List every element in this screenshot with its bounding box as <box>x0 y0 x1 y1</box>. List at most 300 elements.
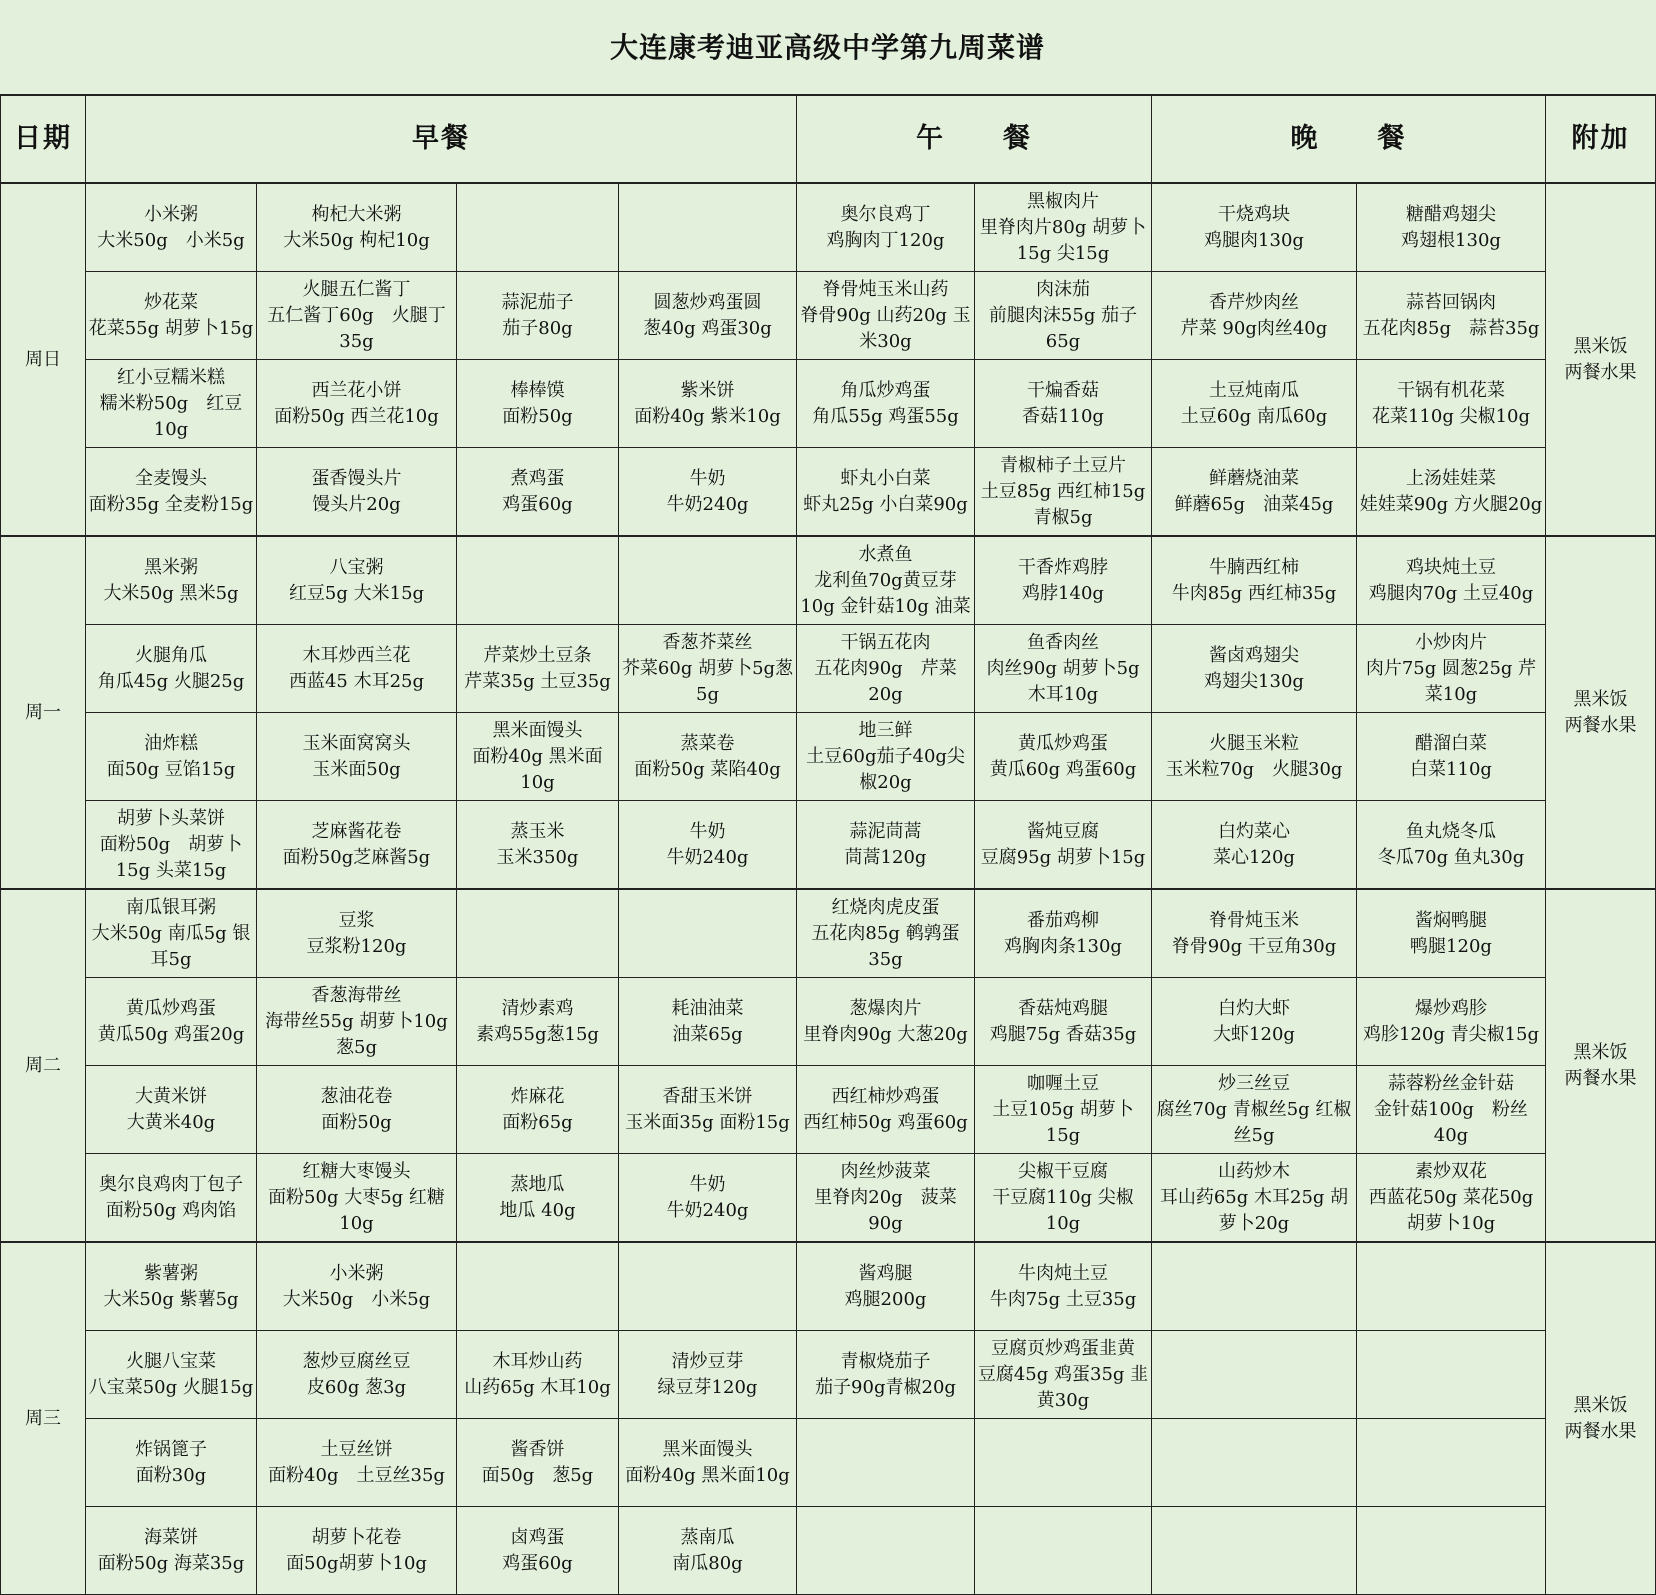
dish-cell <box>619 1419 797 1507</box>
dish-cell <box>619 978 797 1066</box>
menu-row <box>1 183 1656 272</box>
dish-cell <box>86 625 257 713</box>
dish-cell <box>1152 801 1357 890</box>
dish-name: 红烧肉虎皮蛋 <box>831 896 940 918</box>
dish-content <box>977 996 1149 1048</box>
dish-ingredients: 玉米350g <box>496 846 579 868</box>
dish-name: 香甜玉米饼 <box>662 1085 753 1107</box>
dish-name: 蒜苔回锅肉 <box>1406 291 1496 313</box>
dish-content <box>621 819 794 871</box>
dish-cell <box>1152 272 1357 360</box>
dish-ingredients: 鸡腿肉70g 土豆40g <box>1368 582 1534 604</box>
dish-ingredients: 面粉50g 大枣5g 红糖10g <box>268 1186 445 1234</box>
dish-name: 小米粥 <box>329 1262 384 1284</box>
dish-content <box>1359 819 1543 871</box>
dish-cell <box>457 713 619 801</box>
dish-ingredients: 大黄米40g <box>126 1111 216 1133</box>
dish-content <box>977 453 1164 531</box>
dish-content <box>88 1084 254 1136</box>
extra-item: 两餐水果 <box>1564 1420 1637 1442</box>
dish-cell <box>1152 1331 1357 1419</box>
dish-ingredients: 大米50g 小米5g <box>282 1288 431 1310</box>
dish-ingredients: 大米50g 黑米5g <box>103 582 239 604</box>
dish-cell <box>257 536 457 625</box>
dish-cell <box>797 801 975 890</box>
dish-content <box>259 643 454 695</box>
dish-content <box>977 189 1149 267</box>
dish-cell <box>457 183 619 272</box>
dish-cell <box>797 1242 975 1331</box>
dish-cell <box>86 1154 257 1243</box>
dish-name: 油炸糕 <box>144 732 198 754</box>
dish-cell <box>257 1154 457 1243</box>
dish-name: 香葱海带丝 <box>311 984 402 1006</box>
dish-content <box>799 1159 972 1237</box>
dish-content <box>1359 555 1543 607</box>
dish-cell <box>1152 1419 1357 1507</box>
dish-name: 南瓜银耳粥 <box>126 896 216 918</box>
dish-cell <box>975 625 1152 713</box>
dish-cell <box>797 1419 975 1507</box>
dish-ingredients: 鸡蛋60g <box>502 493 573 515</box>
dish-name: 酱鸡腿 <box>858 1262 913 1284</box>
menu-row <box>1 713 1656 801</box>
dish-content <box>459 1437 616 1489</box>
dish-name: 酱炖豆腐 <box>1027 820 1099 842</box>
dish-cell <box>619 625 797 713</box>
dish-content <box>977 1261 1149 1313</box>
dish-cell <box>1152 448 1357 537</box>
dish-cell <box>1152 978 1357 1066</box>
dish-name: 胡萝卜头菜饼 <box>117 807 225 829</box>
dish-name: 棒棒馍 <box>510 379 565 401</box>
dish-content <box>1154 378 1354 430</box>
dish-cell <box>1152 360 1357 448</box>
dish-ingredients: 里脊肉片80g 胡萝卜15g 尖15g <box>979 216 1147 264</box>
dish-content <box>259 1437 454 1489</box>
dish-cell <box>86 360 257 448</box>
dish-cell <box>1357 272 1546 360</box>
dish-name: 火腿八宝菜 <box>126 1350 216 1372</box>
dish-name: 炸锅篦子 <box>135 1438 207 1460</box>
dish-name: 黑米面馒头 <box>662 1438 753 1460</box>
dish-content <box>1359 731 1543 783</box>
dish-ingredients: 大米50g 小米5g <box>97 229 245 251</box>
dish-ingredients: 大米50g 南瓜5g 银耳5g <box>91 922 251 970</box>
dish-ingredients: 面粉50g 西兰花10g <box>274 405 439 427</box>
dish-ingredients: 油菜65g <box>672 1023 743 1045</box>
dish-ingredients: 芹菜35g 土豆35g <box>464 670 611 692</box>
dish-cell <box>975 1154 1152 1243</box>
dish-content <box>977 1071 1149 1149</box>
dish-content <box>621 378 794 430</box>
dish-name: 牛腩西红柿 <box>1209 556 1299 578</box>
dish-content <box>1359 290 1543 342</box>
dish-ingredients: 豆腐95g 胡萝卜15g <box>980 846 1146 868</box>
dish-name: 角瓜炒鸡蛋 <box>840 379 931 401</box>
dish-ingredients: 豆浆粉120g <box>306 935 407 957</box>
dish-content <box>459 718 616 796</box>
dish-cell <box>86 1419 257 1507</box>
dish-content <box>1359 466 1543 518</box>
dish-name: 奥尔良鸡丁 <box>840 203 931 225</box>
dish-name: 素炒双花 <box>1415 1160 1487 1182</box>
menu-row <box>1 889 1656 978</box>
dish-cell <box>1357 978 1546 1066</box>
dish-content <box>259 908 454 960</box>
dish-cell <box>797 536 975 625</box>
dish-ingredients: 牛奶240g <box>666 493 749 515</box>
dish-cell <box>86 1242 257 1331</box>
dish-cell <box>457 978 619 1066</box>
dish-content <box>799 1349 972 1401</box>
dish-cell <box>797 625 975 713</box>
dish-ingredients: 鸡胗120g 青尖椒15g <box>1362 1023 1540 1045</box>
dish-content <box>259 555 454 607</box>
dish-ingredients: 面粉40g 土豆丝35g <box>268 1464 445 1486</box>
dish-ingredients: 脊骨90g 山药20g 玉米30g <box>800 304 971 352</box>
dish-ingredients: 面粉50g芝麻酱5g <box>282 846 431 868</box>
extra-cell <box>1546 536 1656 889</box>
dish-content <box>1359 908 1543 960</box>
dish-name: 玉米面窝窝头 <box>302 732 411 754</box>
dish-ingredients: 虾丸25g 小白菜90g <box>803 493 968 515</box>
dish-cell <box>619 1154 797 1243</box>
dish-ingredients: 面50g 葱5g <box>481 1464 594 1486</box>
day-label: 周一 <box>1 536 86 889</box>
dish-cell <box>1357 1066 1546 1154</box>
dish-content <box>977 378 1149 430</box>
dish-name: 青椒烧茄子 <box>840 1350 931 1372</box>
dish-ingredients: 豆腐45g 鸡蛋35g 韭黄30g <box>977 1363 1149 1411</box>
dish-ingredients: 芹菜 90g肉丝40g <box>1180 317 1328 339</box>
extra-item: 黑米饭 <box>1573 1394 1628 1416</box>
dish-ingredients: 香菇110g <box>1022 405 1104 427</box>
dish-cell <box>797 183 975 272</box>
dish-cell <box>257 801 457 890</box>
dish-ingredients: 角瓜55g 鸡蛋55g <box>812 405 959 427</box>
dish-content <box>1359 630 1543 708</box>
dish-ingredients: 角瓜45g 火腿25g <box>97 670 245 692</box>
dish-cell <box>975 713 1152 801</box>
dish-name: 酱焖鸭腿 <box>1415 909 1487 931</box>
dish-ingredients: 绿豆芽120g <box>657 1376 758 1398</box>
dish-ingredients: 黄瓜50g 鸡蛋20g <box>97 1023 245 1045</box>
dish-name: 小炒肉片 <box>1415 631 1487 653</box>
dish-name: 牛奶 <box>689 1173 726 1195</box>
dish-cell <box>1357 889 1546 978</box>
dish-name: 酱卤鸡翅尖 <box>1209 644 1299 666</box>
dish-name: 番茄鸡柳 <box>1027 909 1099 931</box>
dish-content <box>1154 1071 1354 1149</box>
dish-cell <box>975 536 1152 625</box>
dish-content <box>88 1525 254 1577</box>
dish-content <box>259 378 454 430</box>
dish-content <box>88 895 254 973</box>
dish-ingredients: 牛肉75g 土豆35g <box>989 1288 1137 1310</box>
dish-cell <box>457 1507 619 1595</box>
dish-cell <box>797 978 975 1066</box>
dish-ingredients: 菜心120g <box>1213 846 1295 868</box>
dish-name: 土豆丝饼 <box>320 1438 393 1460</box>
menu-row <box>1 625 1656 713</box>
dish-ingredients: 面粉50g <box>321 1111 392 1133</box>
dish-content <box>88 996 254 1048</box>
dish-ingredients: 大米50g 枸杞10g <box>283 229 430 251</box>
dish-ingredients: 茼蒿120g <box>844 846 927 868</box>
dish-content <box>459 643 616 695</box>
dish-cell <box>1152 1507 1357 1595</box>
dish-name: 豆腐页炒鸡蛋韭黄 <box>991 1337 1135 1359</box>
dish-content <box>88 365 254 443</box>
dish-name: 炒花菜 <box>144 291 198 313</box>
dish-ingredients: 面粉40g 紫米10g <box>634 405 781 427</box>
dish-ingredients: 红豆5g 大米15g <box>288 582 425 604</box>
dish-ingredients: 地瓜 40g <box>499 1199 576 1221</box>
dish-ingredients: 面粉35g 全麦粉15g <box>88 493 254 515</box>
dish-ingredients: 花菜110g 尖椒10g <box>1371 405 1531 427</box>
dish-content <box>88 290 254 342</box>
dish-cell <box>619 183 797 272</box>
dish-cell <box>619 360 797 448</box>
dish-content <box>977 1159 1149 1237</box>
dish-cell <box>257 360 457 448</box>
dish-ingredients: 玉米面35g 面粉15g <box>625 1111 790 1133</box>
dish-cell <box>797 448 975 537</box>
dish-content <box>259 1525 454 1577</box>
dish-content <box>621 1525 794 1577</box>
dish-name: 黄瓜炒鸡蛋 <box>1018 732 1108 754</box>
dish-ingredients: 皮60g 葱3g <box>306 1376 407 1398</box>
dish-ingredients: 面粉40g 黑米面10g <box>472 745 603 793</box>
dish-ingredients: 面粉50g 菜陷40g <box>634 758 781 780</box>
dish-content <box>1154 290 1354 342</box>
dish-name: 蒜泥茼蒿 <box>849 820 922 842</box>
dish-name: 八宝粥 <box>329 556 384 578</box>
dish-content <box>259 1084 454 1136</box>
dish-cell <box>1357 536 1546 625</box>
menu-row <box>1 801 1656 890</box>
day-label: 周二 <box>1 889 86 1242</box>
dish-cell <box>86 889 257 978</box>
dish-cell <box>797 272 975 360</box>
dish-content <box>799 630 972 708</box>
dish-content <box>1154 819 1354 871</box>
dish-name: 尖椒干豆腐 <box>1018 1160 1108 1182</box>
dish-ingredients: 耳山药65g 木耳25g 胡萝卜20g <box>1159 1186 1349 1234</box>
dish-ingredients: 南瓜80g <box>672 1552 743 1574</box>
extra-item: 两餐水果 <box>1564 1067 1637 1089</box>
dish-content <box>1154 1159 1354 1237</box>
dish-content <box>1359 202 1543 254</box>
dish-name: 醋溜白菜 <box>1415 732 1487 754</box>
dish-ingredients: 土豆60g 南瓜60g <box>1180 405 1328 427</box>
dish-name: 葱爆肉片 <box>849 997 922 1019</box>
dish-name: 葱油花卷 <box>320 1085 393 1107</box>
dish-content <box>799 466 972 518</box>
dish-cell <box>457 1154 619 1243</box>
dish-content <box>799 895 972 973</box>
dish-name: 黑米面馒头 <box>492 719 583 741</box>
dish-name: 枸杞大米粥 <box>311 203 402 225</box>
dish-ingredients: 冬瓜70g 鱼丸30g <box>1377 846 1525 868</box>
dish-name: 火腿五仁酱丁 <box>302 278 411 300</box>
dish-name: 蒸菜卷 <box>680 732 735 754</box>
dish-name: 蒜蓉粉丝金针菇 <box>1388 1072 1514 1094</box>
dish-name: 奥尔良鸡肉丁包子 <box>99 1173 243 1195</box>
dish-name: 火腿角瓜 <box>135 644 207 666</box>
dish-content <box>621 466 794 518</box>
dish-content <box>88 555 254 607</box>
dish-ingredients: 娃娃菜90g 方火腿20g <box>1359 493 1543 515</box>
dish-name: 干锅有机花菜 <box>1397 379 1505 401</box>
dish-cell <box>86 978 257 1066</box>
dish-name: 香葱芥菜丝 <box>662 631 753 653</box>
dish-cell <box>86 713 257 801</box>
dish-ingredients: 面50g 豆馅15g <box>106 758 236 780</box>
dish-content <box>977 731 1149 783</box>
dish-ingredients: 鸡腿肉130g <box>1204 229 1304 251</box>
dish-ingredients: 面粉40g 黑米面10g <box>625 1464 790 1486</box>
dish-cell <box>975 1419 1152 1507</box>
dish-content <box>88 806 254 884</box>
dish-cell <box>1357 625 1546 713</box>
dish-name: 鱼丸烧冬瓜 <box>1406 820 1496 842</box>
dish-cell <box>797 889 975 978</box>
dish-content <box>88 466 254 518</box>
dish-cell <box>257 1507 457 1595</box>
dish-content <box>799 378 972 430</box>
dish-content <box>977 819 1149 871</box>
dish-name: 脊骨炖玉米 <box>1209 909 1299 931</box>
dish-ingredients: 五仁酱丁60g 火腿丁35g <box>267 304 446 352</box>
dish-content <box>1154 908 1354 960</box>
dish-name: 香菇炖鸡腿 <box>1018 997 1108 1019</box>
dish-content <box>1154 466 1354 518</box>
dish-content <box>977 908 1149 960</box>
dish-ingredients: 土豆85g 西红柿15g 青椒5g <box>980 480 1164 528</box>
dish-ingredients: 土豆105g 胡萝卜15g <box>992 1098 1134 1146</box>
dish-name: 蒜泥茄子 <box>501 291 574 313</box>
dish-ingredients: 里脊肉20g 菠菜90g <box>814 1186 957 1234</box>
dish-name: 卤鸡蛋 <box>510 1526 565 1548</box>
dish-cell <box>1152 1066 1357 1154</box>
day-label: 周三 <box>1 1242 86 1595</box>
menu-row <box>1 978 1656 1066</box>
dish-content <box>459 1525 616 1577</box>
dish-ingredients: 鸡胸肉条130g <box>1004 935 1122 957</box>
extra-cell <box>1546 889 1656 1242</box>
dish-cell <box>619 536 797 625</box>
dish-cell <box>1357 713 1546 801</box>
dish-name: 鱼香肉丝 <box>1027 631 1099 653</box>
dish-cell <box>975 1331 1152 1419</box>
dish-cell <box>975 1066 1152 1154</box>
dish-name: 上汤娃娃菜 <box>1406 467 1496 489</box>
menu-row <box>1 1154 1656 1243</box>
dish-name: 牛奶 <box>689 820 726 842</box>
dish-content <box>459 819 616 871</box>
dish-ingredients: 大米50g 紫薯5g <box>103 1288 239 1310</box>
dish-name: 脊骨炖玉米山药 <box>822 278 949 300</box>
header-dinner: 晚 餐 <box>1152 95 1546 183</box>
dish-ingredients: 里脊肉90g 大葱20g <box>803 1023 968 1045</box>
dish-cell <box>975 889 1152 978</box>
menu-row <box>1 448 1656 537</box>
dish-cell <box>86 536 257 625</box>
extra-item: 两餐水果 <box>1564 714 1637 736</box>
dish-cell <box>457 360 619 448</box>
dish-ingredients: 鸡翅尖130g <box>1204 670 1304 692</box>
dish-name: 胡萝卜花卷 <box>311 1526 402 1548</box>
dish-content <box>1154 731 1354 783</box>
dish-content <box>1154 555 1354 607</box>
dish-content <box>259 466 454 518</box>
extra-item: 黑米饭 <box>1573 688 1628 710</box>
dish-content <box>799 718 972 796</box>
dish-name: 山药炒木 <box>1218 1160 1290 1182</box>
dish-ingredients: 西蓝花50g 菜花50g 胡萝卜10g <box>1368 1186 1534 1234</box>
dish-cell <box>1152 536 1357 625</box>
dish-cell <box>1357 801 1546 890</box>
dish-name: 清炒素鸡 <box>501 997 574 1019</box>
dish-cell <box>257 1331 457 1419</box>
dish-ingredients: 鸡腿75g 香菇35g <box>989 1023 1137 1045</box>
dish-name: 土豆炖南瓜 <box>1209 379 1299 401</box>
dish-ingredients: 鸡脖140g <box>1022 582 1104 604</box>
dish-cell <box>457 272 619 360</box>
dish-cell <box>257 978 457 1066</box>
dish-name: 清炒豆芽 <box>671 1350 744 1372</box>
dish-content <box>259 1349 454 1401</box>
dish-content <box>621 731 794 783</box>
dish-ingredients: 鸡胸肉丁120g <box>826 229 945 251</box>
dish-cell <box>797 1507 975 1595</box>
dish-content <box>977 555 1149 607</box>
dish-content <box>621 630 794 708</box>
dish-name: 咖喱土豆 <box>1027 1072 1099 1094</box>
dish-ingredients: 脊骨90g 干豆角30g <box>1171 935 1337 957</box>
dish-name: 全麦馒头 <box>135 467 207 489</box>
dish-ingredients: 牛肉85g 西红柿35g <box>1171 582 1337 604</box>
dish-cell <box>457 625 619 713</box>
dish-ingredients: 面粉65g <box>502 1111 573 1133</box>
dish-ingredients: 海带丝55g 胡萝卜10g葱5g <box>265 1010 448 1058</box>
dish-content <box>459 1172 616 1224</box>
dish-cell <box>975 1507 1152 1595</box>
header-extra: 附加 <box>1546 95 1656 183</box>
dish-cell <box>86 183 257 272</box>
dish-cell <box>457 1331 619 1419</box>
dish-cell <box>1152 1242 1357 1331</box>
dish-content <box>977 630 1149 708</box>
dish-cell <box>457 889 619 978</box>
dish-content <box>977 277 1149 355</box>
dish-cell <box>457 536 619 625</box>
dish-name: 蒸地瓜 <box>510 1173 565 1195</box>
dish-ingredients: 西蓝45 木耳25g <box>288 670 425 692</box>
dish-ingredients: 山药65g 木耳10g <box>464 1376 611 1398</box>
dish-content <box>459 378 616 430</box>
dish-content <box>259 731 454 783</box>
menu-row <box>1 1242 1656 1331</box>
dish-name: 耗油油菜 <box>671 997 744 1019</box>
dish-name: 干香炸鸡脖 <box>1018 556 1108 578</box>
dish-name: 小米粥 <box>144 203 198 225</box>
dish-content <box>88 202 254 254</box>
extra-cell <box>1546 183 1656 536</box>
dish-name: 蒸玉米 <box>510 820 565 842</box>
